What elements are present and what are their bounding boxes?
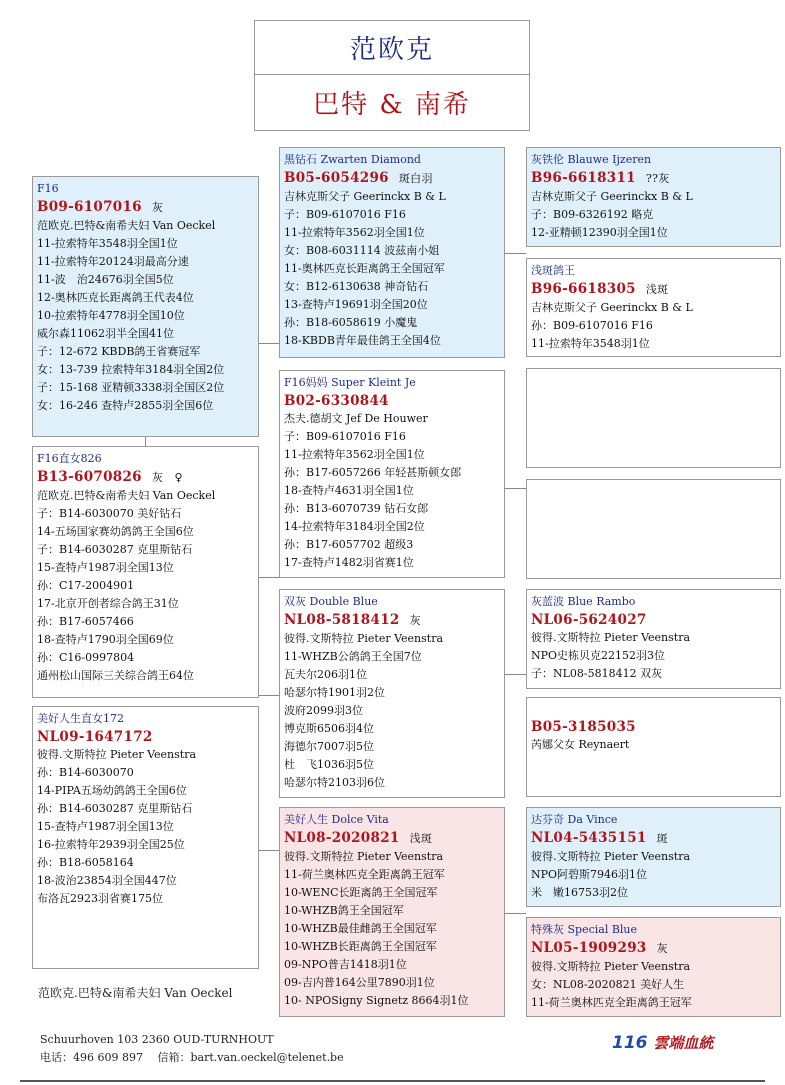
record-line: 18-KBDB青年最佳鸽王全国4位 — [284, 334, 441, 347]
dam-sire-sire-box — [526, 589, 781, 689]
record-line: 子：NL08-5818412 双灰 — [531, 667, 663, 680]
record-line: 孙：B17-6057266 年轻甚斯顿女郎 — [284, 466, 462, 479]
page-title: 范欧克 — [254, 20, 530, 75]
record-line: 女：16-246 查特卢2855羽全国6位 — [37, 399, 214, 412]
record-line: 10-WENC长距离鸽王全国冠军 — [284, 886, 438, 899]
record-line: 子：B14-6030070 美好钻石 — [37, 507, 182, 520]
dam-dam-box — [279, 807, 505, 1017]
record-line: 孙：B17-6057702 超级3 — [284, 538, 414, 551]
logo-text: 雲端血統 — [653, 1034, 714, 1052]
record-line: 11-拉索特年3562羽全国1位 — [284, 448, 425, 461]
color-label: 浅斑 — [409, 832, 433, 845]
record-line: 孙：B17-6057466 — [37, 615, 134, 628]
dam-sire-dam-box — [526, 697, 781, 797]
record-line: 女：B12-6130638 神奇钻石 — [284, 280, 429, 293]
record-line: 16-拉索特年2939羽全国25位 — [37, 838, 185, 851]
record-line: 14-五场国家赛幼鸽鸽王全国6位 — [37, 525, 194, 538]
connector-line — [504, 913, 526, 914]
ring-number: NL09-1647172 — [37, 729, 153, 745]
record-line: 子：B09-6107016 F16 — [284, 430, 406, 443]
record-line: 13-查特卢19691羽全国20位 — [284, 298, 428, 311]
record-line: 哈瑟尔特1901羽2位 — [284, 686, 385, 699]
record-line: 17-北京开创者综合鸽王31位 — [37, 597, 179, 610]
record-line: 14-PIPA五场幼鸽鸽王全国6位 — [37, 784, 187, 797]
connector-line — [504, 488, 526, 489]
record-line: 12-奥林匹克长距离鸽王代表4位 — [37, 291, 194, 304]
record-line: 吉林克斯父子 Geerinckx B & L — [284, 190, 446, 203]
connector-line — [258, 695, 280, 696]
record-line: 11-WHZB公鸽鸽王全国7位 — [284, 650, 422, 663]
dam-box — [32, 446, 259, 698]
record-line: 威尔森11062羽半全国41位 — [37, 327, 174, 340]
ring-number: NL04-5435151 斑 — [531, 830, 668, 846]
record-line: 孙：C17-2004901 — [37, 579, 135, 592]
connector-line — [504, 674, 526, 675]
record-line: 子：B09-6107016 F16 — [284, 208, 406, 221]
divider — [20, 1080, 765, 1082]
record-line: 孙：B14-6030070 — [37, 766, 134, 779]
record-line: 11-荷兰奥林匹克全距离鸽王冠军 — [284, 868, 445, 881]
pigeon-name: 灰铁伦 Blauwe Ijzeren — [531, 153, 652, 166]
record-line: 10-WHZB长距离鸽王全国冠军 — [284, 940, 437, 953]
record-line: 彼得.文斯特拉 Pieter Veenstra — [531, 850, 691, 863]
record-line: 通州松山国际三关综合鸽王64位 — [37, 669, 194, 682]
record-line: 彼得.文斯特拉 Pieter Veenstra — [284, 850, 444, 863]
record-line: 范欧克.巴特&南希夫妇 Van Oeckel — [37, 219, 216, 232]
record-line: 18-查特卢4631羽全国1位 — [284, 484, 414, 497]
record-line: 孙：B09-6107016 F16 — [531, 319, 653, 332]
dam-dam-sire-box — [526, 807, 781, 907]
owner-name: 范欧克.巴特&南希夫妇 Van Oeckel — [38, 986, 233, 1000]
record-line: 子：B09-6326192 略克 — [531, 208, 654, 221]
ring-number: NL06-5624027 — [531, 612, 647, 628]
record-line: 11-拉索特年3548羽全国1位 — [37, 237, 178, 250]
ring-number: NL05-1909293 灰 — [531, 940, 668, 956]
ring-number: B96-6618311 ??灰 — [531, 170, 670, 186]
color-label: 浅斑 — [645, 283, 669, 296]
record-line: 11-奥林匹克长距离鸽王全国冠军 — [284, 262, 445, 275]
ring-number: NL08-2020821 浅斑 — [284, 830, 433, 846]
record-line: 09-吉内普164公里7890羽1位 — [284, 976, 435, 989]
record-line: NPO史栋贝克22152羽3位 — [531, 649, 666, 662]
record-line: 彼得.文斯特拉 Pieter Veenstra — [284, 632, 444, 645]
record-line: 11-荷兰奥林匹克全距离鸽王冠军 — [531, 996, 692, 1009]
record-line: 波府2099羽3位 — [284, 704, 363, 717]
pigeon-name: 浅斑鸽王 — [531, 264, 575, 277]
ring-number: B02-6330844 — [284, 393, 389, 409]
contact-block — [40, 1031, 344, 1067]
record-line: 14-拉索特年3184羽全国2位 — [284, 520, 425, 533]
logo-number: 116 — [612, 1033, 648, 1053]
ring-number: B96-6618305 浅斑 — [531, 281, 669, 297]
color-label: 斑 — [656, 832, 668, 845]
ring-number: NL08-5818412 灰 — [284, 612, 421, 628]
record-line: 11-拉索特年3562羽全国1位 — [284, 226, 425, 239]
pigeon-name: 达芬奇 Da Vince — [531, 813, 618, 826]
record-line: 子：B14-6030287 克里斯钻石 — [37, 543, 193, 556]
color-label: 灰 — [656, 942, 668, 955]
record-line: 吉林克斯父子 Geerinckx B & L — [531, 190, 693, 203]
pigeon-name: 美好人生直女172 — [37, 712, 124, 725]
record-line: 18-波治23854羽全国447位 — [37, 874, 177, 887]
record-line: 彼得.文斯特拉 Pieter Veenstra — [531, 960, 691, 973]
phone-email: 电话：496 609 897 信箱：bart.van.oeckel@telenet.be — [40, 1051, 344, 1064]
record-line: 12-亚精顿12390羽全国1位 — [531, 226, 668, 239]
record-line: 彼得.文斯特拉 Pieter Veenstra — [531, 631, 691, 644]
connector-line — [258, 850, 280, 851]
dam-dam-dam-box — [526, 917, 781, 1017]
record-line: 孙：B13-6070739 钻石女郎 — [284, 502, 429, 515]
pigeon-name: F16 — [37, 182, 59, 195]
brand-logo — [612, 1032, 713, 1053]
record-line: 孙：B18-6058619 小魔鬼 — [284, 316, 418, 329]
record-line: 18-查特卢1790羽全国69位 — [37, 633, 174, 646]
ring-number: B13-6070826 灰 ♀ — [37, 469, 183, 485]
record-line: 11-拉索特年20124羽最高分速 — [37, 255, 189, 268]
record-line: 孙：B18-6058164 — [37, 856, 134, 869]
record-line: 范欧克.巴特&南希夫妇 Van Oeckel — [37, 489, 216, 502]
record-line: NPO阿碧斯7946羽1位 — [531, 868, 648, 881]
sire-sire-sire-box — [526, 147, 781, 247]
record-line: 杜 飞1036羽5位 — [284, 758, 374, 771]
record-line: 哈瑟尔特2103羽6位 — [284, 776, 385, 789]
record-line: 女：13-739 拉索特年3184羽全国2位 — [37, 363, 225, 376]
color-label: 灰 ♀ — [151, 471, 183, 484]
record-line: 瓦夫尔206羽1位 — [284, 668, 367, 681]
record-line: 米 嫩16753羽2位 — [531, 886, 628, 899]
record-line: 吉林克斯父子 Geerinckx B & L — [531, 301, 693, 314]
record-line: 彼得.文斯特拉 Pieter Veenstra — [37, 748, 197, 761]
record-line: 子：15-168 亚精顿3338羽全国区2位 — [37, 381, 225, 394]
record-line: 杰夫.德胡文 Jef De Houwer — [284, 412, 428, 425]
record-line: 11-拉索特年3548羽1位 — [531, 337, 650, 350]
record-line: 女：NL08-2020821 美好人生 — [531, 978, 685, 991]
record-line: 孙：B14-6030287 克里斯钻石 — [37, 802, 193, 815]
record-line: 09-NPO普吉1418羽1位 — [284, 958, 407, 971]
record-line: 海德尔7007羽5位 — [284, 740, 374, 753]
pigeon-name: 特殊灰 Special Blue — [531, 923, 638, 936]
record-line: 10- NPOSigny Signetz 8664羽1位 — [284, 994, 469, 1007]
address: Schuurhoven 103 2360 OUD-TURNHOUT — [40, 1033, 274, 1046]
dam-sire-box — [279, 589, 505, 798]
record-line: 10-WHZB鸽王全国冠军 — [284, 904, 404, 917]
record-line: 17-查特卢1482羽省赛1位 — [284, 556, 414, 569]
record-line: 10-拉索特年4778羽全国10位 — [37, 309, 185, 322]
dam-secondary-box — [32, 706, 259, 969]
connector-line — [258, 577, 280, 578]
ring-number: B05-6054296 斑白羽 — [284, 170, 433, 186]
owner-title: 巴特 & 南希 — [254, 74, 530, 131]
pigeon-name: 黑钻石 Zwarten Diamond — [284, 153, 421, 166]
color-label: 灰 — [409, 614, 421, 627]
ring-number: B09-6107016 灰 — [37, 199, 164, 215]
record-line: 10-WHZB最佳雌鸽王全国冠军 — [284, 922, 437, 935]
record-line: 15-查特卢1987羽全国13位 — [37, 561, 174, 574]
record-line: 11-波 治24676羽全国5位 — [37, 273, 174, 286]
pigeon-name: F16妈妈 Super Kleint Je — [284, 376, 416, 389]
pigeon-name: 灰蓝波 Blue Rambo — [531, 595, 636, 608]
record-line: 女：B08-6031114 波兹南小姐 — [284, 244, 440, 257]
record-line: 布洛瓦2923羽省赛175位 — [37, 892, 163, 905]
record-line: 15-查特卢1987羽全国13位 — [37, 820, 174, 833]
record-line: 芮娜父女 Reynaert — [531, 738, 630, 751]
color-label: 灰 — [151, 201, 164, 214]
pigeon-name: 双灰 Double Blue — [284, 595, 378, 608]
record-line: 博克斯6506羽4位 — [284, 722, 374, 735]
sire-dam-dam-box — [526, 479, 781, 579]
ring-number: B05-3185035 — [531, 719, 636, 735]
sire-dam-sire-box — [526, 368, 781, 468]
sire-box — [32, 176, 259, 437]
record-line: 子：12-672 KBDB鸽王省赛冠军 — [37, 345, 201, 358]
color-label: ??灰 — [645, 172, 670, 185]
sire-sire-box — [279, 147, 505, 358]
color-label: 斑白羽 — [398, 172, 433, 185]
sire-dam-box — [279, 370, 505, 578]
connector-line — [258, 343, 280, 344]
connector-line — [504, 253, 526, 254]
sire-sire-dam-box — [526, 258, 781, 357]
record-line: 孙：C16-0997804 — [37, 651, 135, 664]
pigeon-name: F16直女826 — [37, 452, 102, 465]
pigeon-name: 美好人生 Dolce Vita — [284, 813, 389, 826]
